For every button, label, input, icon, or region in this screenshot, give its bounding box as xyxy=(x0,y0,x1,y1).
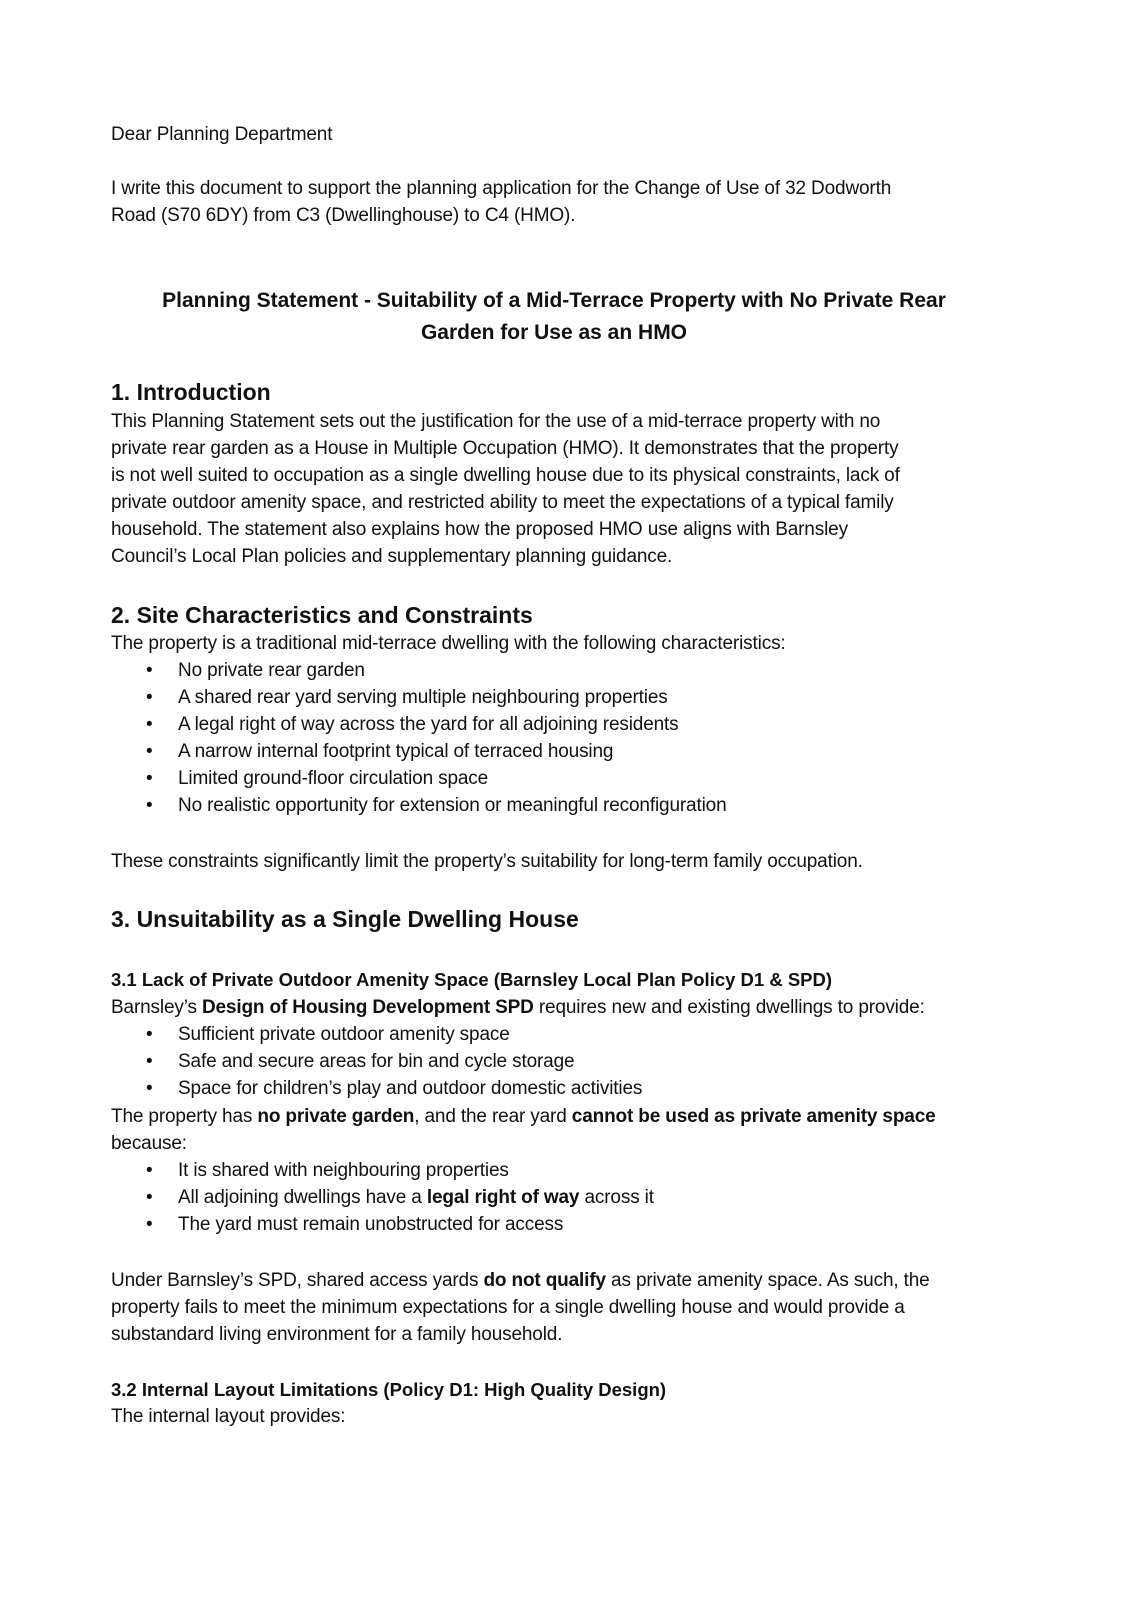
document-title-line-2: Garden for Use as an HMO xyxy=(420,321,688,344)
bullet-icon: • xyxy=(146,768,153,789)
bold-text: cannot be used as private amenity space xyxy=(571,1106,936,1127)
list-item: A narrow internal footprint typical of terraced housing xyxy=(178,741,614,762)
text: All adjoining dwellings have a xyxy=(178,1187,427,1208)
list-item: No private rear garden xyxy=(178,660,365,681)
text: requires new and existing dwellings to provide: xyxy=(533,997,925,1018)
bullet-icon: • xyxy=(146,741,153,762)
bold-text: do not qualify xyxy=(483,1270,606,1291)
list-item xyxy=(178,1184,654,1211)
intro-line: is not well suited to occupation as a single dwelling house due to its physical constraints, lack of xyxy=(111,465,900,486)
intro-line: Council’s Local Plan policies and supplementary planning guidance. xyxy=(111,546,673,567)
subsection-3-1-intro xyxy=(111,994,925,1021)
bullet-icon: • xyxy=(146,1187,153,1208)
intro-line: private outdoor amenity space, and restricted ability to meet the expectations of a typical family xyxy=(111,492,894,513)
subsection-3-1-middle-2: because: xyxy=(111,1133,187,1154)
subsection-3-1-middle xyxy=(111,1103,936,1130)
text: property fails to meet the minimum expectations for a single dwelling house and would provide a xyxy=(111,1297,905,1318)
list-item: Safe and secure areas for bin and cycle storage xyxy=(178,1051,575,1072)
document-title-line-1: Planning Statement - Suitability of a Mid-Terrace Property with No Private Rear xyxy=(162,289,946,312)
section-2-heading: 2. Site Characteristics and Constraints xyxy=(111,602,533,628)
bold-text: no private garden xyxy=(257,1106,415,1127)
closing-line xyxy=(111,1267,930,1294)
text: , and the rear yard xyxy=(414,1106,572,1127)
list-item: A legal right of way across the yard for all adjoining residents xyxy=(178,714,679,735)
list-item: Sufficient private outdoor amenity space xyxy=(178,1024,510,1045)
list-item: Space for children’s play and outdoor domestic activities xyxy=(178,1078,643,1099)
bullet-icon: • xyxy=(146,1051,153,1072)
text: across it xyxy=(579,1187,654,1208)
list-item: A shared rear yard serving multiple neighbouring properties xyxy=(178,687,668,708)
list-item: No realistic opportunity for extension or meaningful reconfiguration xyxy=(178,795,727,816)
bullet-icon: • xyxy=(146,687,153,708)
bullet-icon: • xyxy=(146,1078,153,1099)
bullet-icon: • xyxy=(146,660,153,681)
subsection-3-2-heading: 3.2 Internal Layout Limitations (Policy D1: High Quality Design) xyxy=(111,1379,667,1400)
closing-line xyxy=(111,1294,905,1321)
opening-line-2: Road (S70 6DY) from C3 (Dwellinghouse) to C4 (HMO). xyxy=(111,205,576,226)
letter-greeting: Dear Planning Department xyxy=(111,124,333,145)
bullet-icon: • xyxy=(146,1024,153,1045)
subsection-3-2-intro: The internal layout provides: xyxy=(111,1406,346,1427)
section-3-heading: 3. Unsuitability as a Single Dwelling House xyxy=(111,906,579,932)
list-item xyxy=(178,1211,563,1238)
bold-text: legal right of way xyxy=(426,1187,580,1208)
section-1-heading: 1. Introduction xyxy=(111,379,271,405)
list-item xyxy=(178,1157,509,1184)
intro-line: private rear garden as a House in Multiple Occupation (HMO). It demonstrates that the property xyxy=(111,438,899,459)
text: Under Barnsley’s SPD, shared access yards xyxy=(111,1270,484,1291)
text: Barnsley’s xyxy=(111,997,202,1018)
bullet-icon: • xyxy=(146,714,153,735)
subsection-3-1-heading: 3.1 Lack of Private Outdoor Amenity Space (Barnsley Local Plan Policy D1 & SPD) xyxy=(111,969,833,990)
bullet-icon: • xyxy=(146,795,153,816)
bullet-icon: • xyxy=(146,1160,153,1181)
list-item: Limited ground-floor circulation space xyxy=(178,768,489,789)
opening-line-1: I write this document to support the planning application for the Change of Use of 32 Dodworth xyxy=(111,178,892,199)
text: substandard living environment for a family household. xyxy=(111,1324,563,1345)
bold-text: Design of Housing Development SPD xyxy=(201,997,534,1018)
text: as private amenity space. As such, the xyxy=(605,1270,930,1291)
section-2-conclusion: These constraints significantly limit the property’s suitability for long-term family occupation. xyxy=(111,851,863,872)
intro-line: This Planning Statement sets out the justification for the use of a mid-terrace property with no xyxy=(111,411,881,432)
section-2-intro: The property is a traditional mid-terrace dwelling with the following characteristics: xyxy=(111,633,786,654)
bullet-icon: • xyxy=(146,1214,153,1235)
intro-line: household. The statement also explains how the proposed HMO use aligns with Barnsley xyxy=(111,519,848,540)
closing-line xyxy=(111,1321,562,1348)
text: The yard must remain unobstructed for access xyxy=(178,1214,564,1235)
text: It is shared with neighbouring properties xyxy=(178,1160,509,1181)
text: The property has xyxy=(111,1106,258,1127)
